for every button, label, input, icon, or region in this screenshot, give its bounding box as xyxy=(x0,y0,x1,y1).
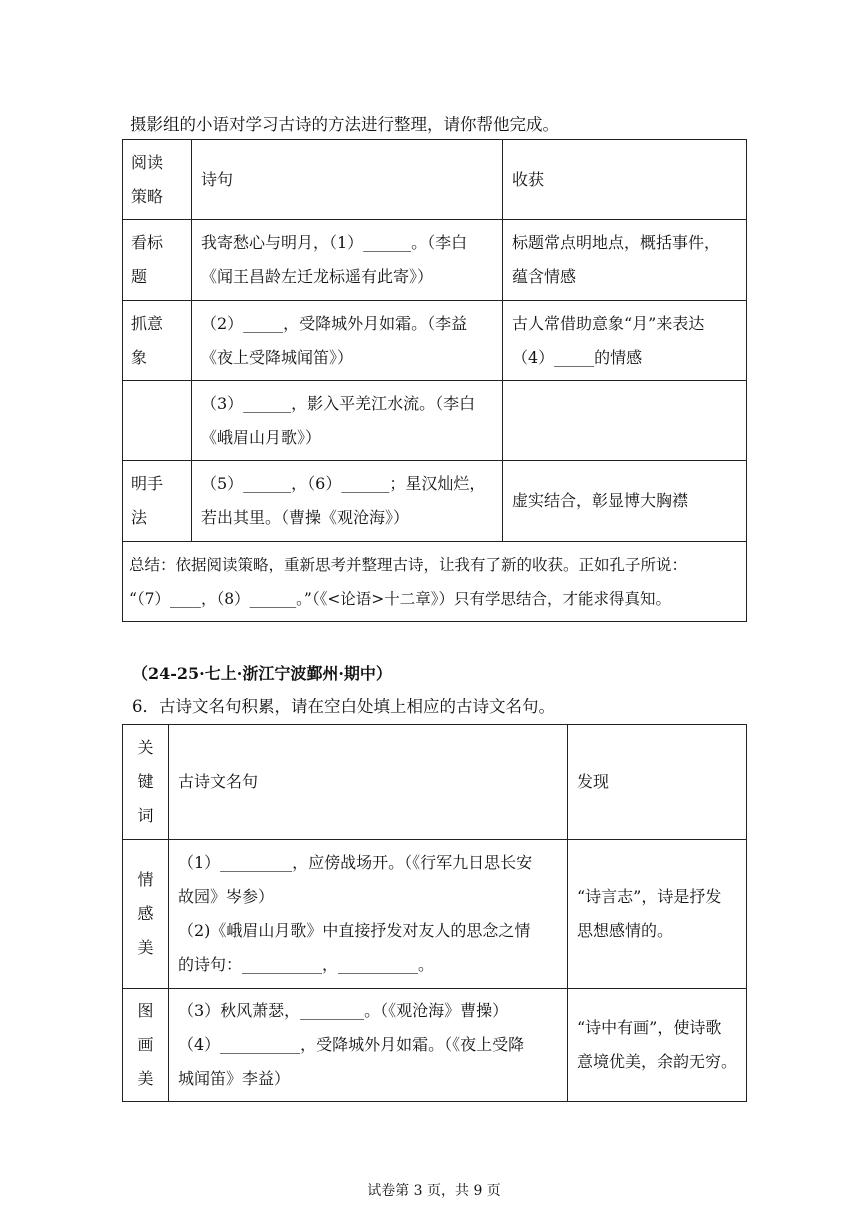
poem-accumulation-table xyxy=(122,724,747,1102)
table-header-row xyxy=(123,725,747,840)
table-row xyxy=(123,301,747,381)
header-keyword: 关 键 词 xyxy=(123,725,169,840)
header-lines: 古诗文名句 xyxy=(169,725,568,840)
table-row xyxy=(123,840,747,989)
strategy-cell xyxy=(123,381,192,461)
table-row xyxy=(123,461,747,542)
header-poem: 诗句 xyxy=(192,140,503,220)
intro-text: 摄影组的小语对学习古诗的方法进行整理，请你帮他完成。 xyxy=(130,115,559,134)
question-text: 6．古诗文名句积累，请在空白处填上相应的古诗文名句。 xyxy=(132,697,555,716)
page-footer: 试卷第 3 页，共 9 页 xyxy=(367,1183,501,1199)
poem-cell: 我寄愁心与明月，（1）______。（李白 《闻王昌龄左迁龙标遥有此寄》） xyxy=(192,220,503,301)
summary-cell: 总结：依据阅读策略，重新思考并整理古诗，让我有了新的收获。正如孔子所说： “（7）____，（8）______。”（《<论语>十二章》）只有学思结合，才能求得真知。 xyxy=(123,542,747,622)
summary-row xyxy=(123,542,747,622)
strategy-cell: 看标 题 xyxy=(123,220,192,301)
lines-cell: （3）秋风萧瑟，________。（《观沧海》曹操） （4）__________，受降城外月如霜。（《夜上受降 城闻笛》李益） xyxy=(169,989,568,1102)
poem-cell: （3）______，影入平羌江水流。（李白 《峨眉山月歌》） xyxy=(192,381,503,461)
table-row xyxy=(123,220,747,301)
header-strategy: 阅读 策略 xyxy=(123,140,192,220)
table-row xyxy=(123,989,747,1102)
header-find: 发现 xyxy=(568,725,747,840)
gain-cell xyxy=(503,381,747,461)
strategy-cell: 抓意 象 xyxy=(123,301,192,381)
strategy-cell: 明手 法 xyxy=(123,461,192,542)
keyword-cell: 图 画 美 xyxy=(123,989,169,1102)
gain-cell: 虚实结合，彰显博大胸襟 xyxy=(503,461,747,542)
lines-cell: （1）_________，应傍战场开。（《行军九日思长安 故园》岑参） （2)《峨眉山月歌》中直接抒发对友人的思念之情 的诗句：__________，__________。 xyxy=(169,840,568,989)
poem-cell: （2）_____，受降城外月如霜。（李益 《夜上受降城闻笛》） xyxy=(192,301,503,381)
header-gain: 收获 xyxy=(503,140,747,220)
poem-cell: （5）______，（6）______；星汉灿烂， 若出其里。（曹操《观沧海》） xyxy=(192,461,503,542)
keyword-cell: 情 感 美 xyxy=(123,840,169,989)
source-heading: （24-25·七上·浙江宁波鄞州·期中） xyxy=(132,664,392,683)
table-header-row xyxy=(123,140,747,220)
gain-cell: 古人常借助意象“月”来表达 （4）_____的情感 xyxy=(503,301,747,381)
reading-strategy-table xyxy=(122,139,747,622)
gain-cell: 标题常点明地点，概括事件， 蕴含情感 xyxy=(503,220,747,301)
find-cell: “诗言志”，诗是抒发 思想感情的。 xyxy=(568,840,747,989)
find-cell: “诗中有画”，使诗歌 意境优美，余韵无穷。 xyxy=(568,989,747,1102)
table-row xyxy=(123,381,747,461)
